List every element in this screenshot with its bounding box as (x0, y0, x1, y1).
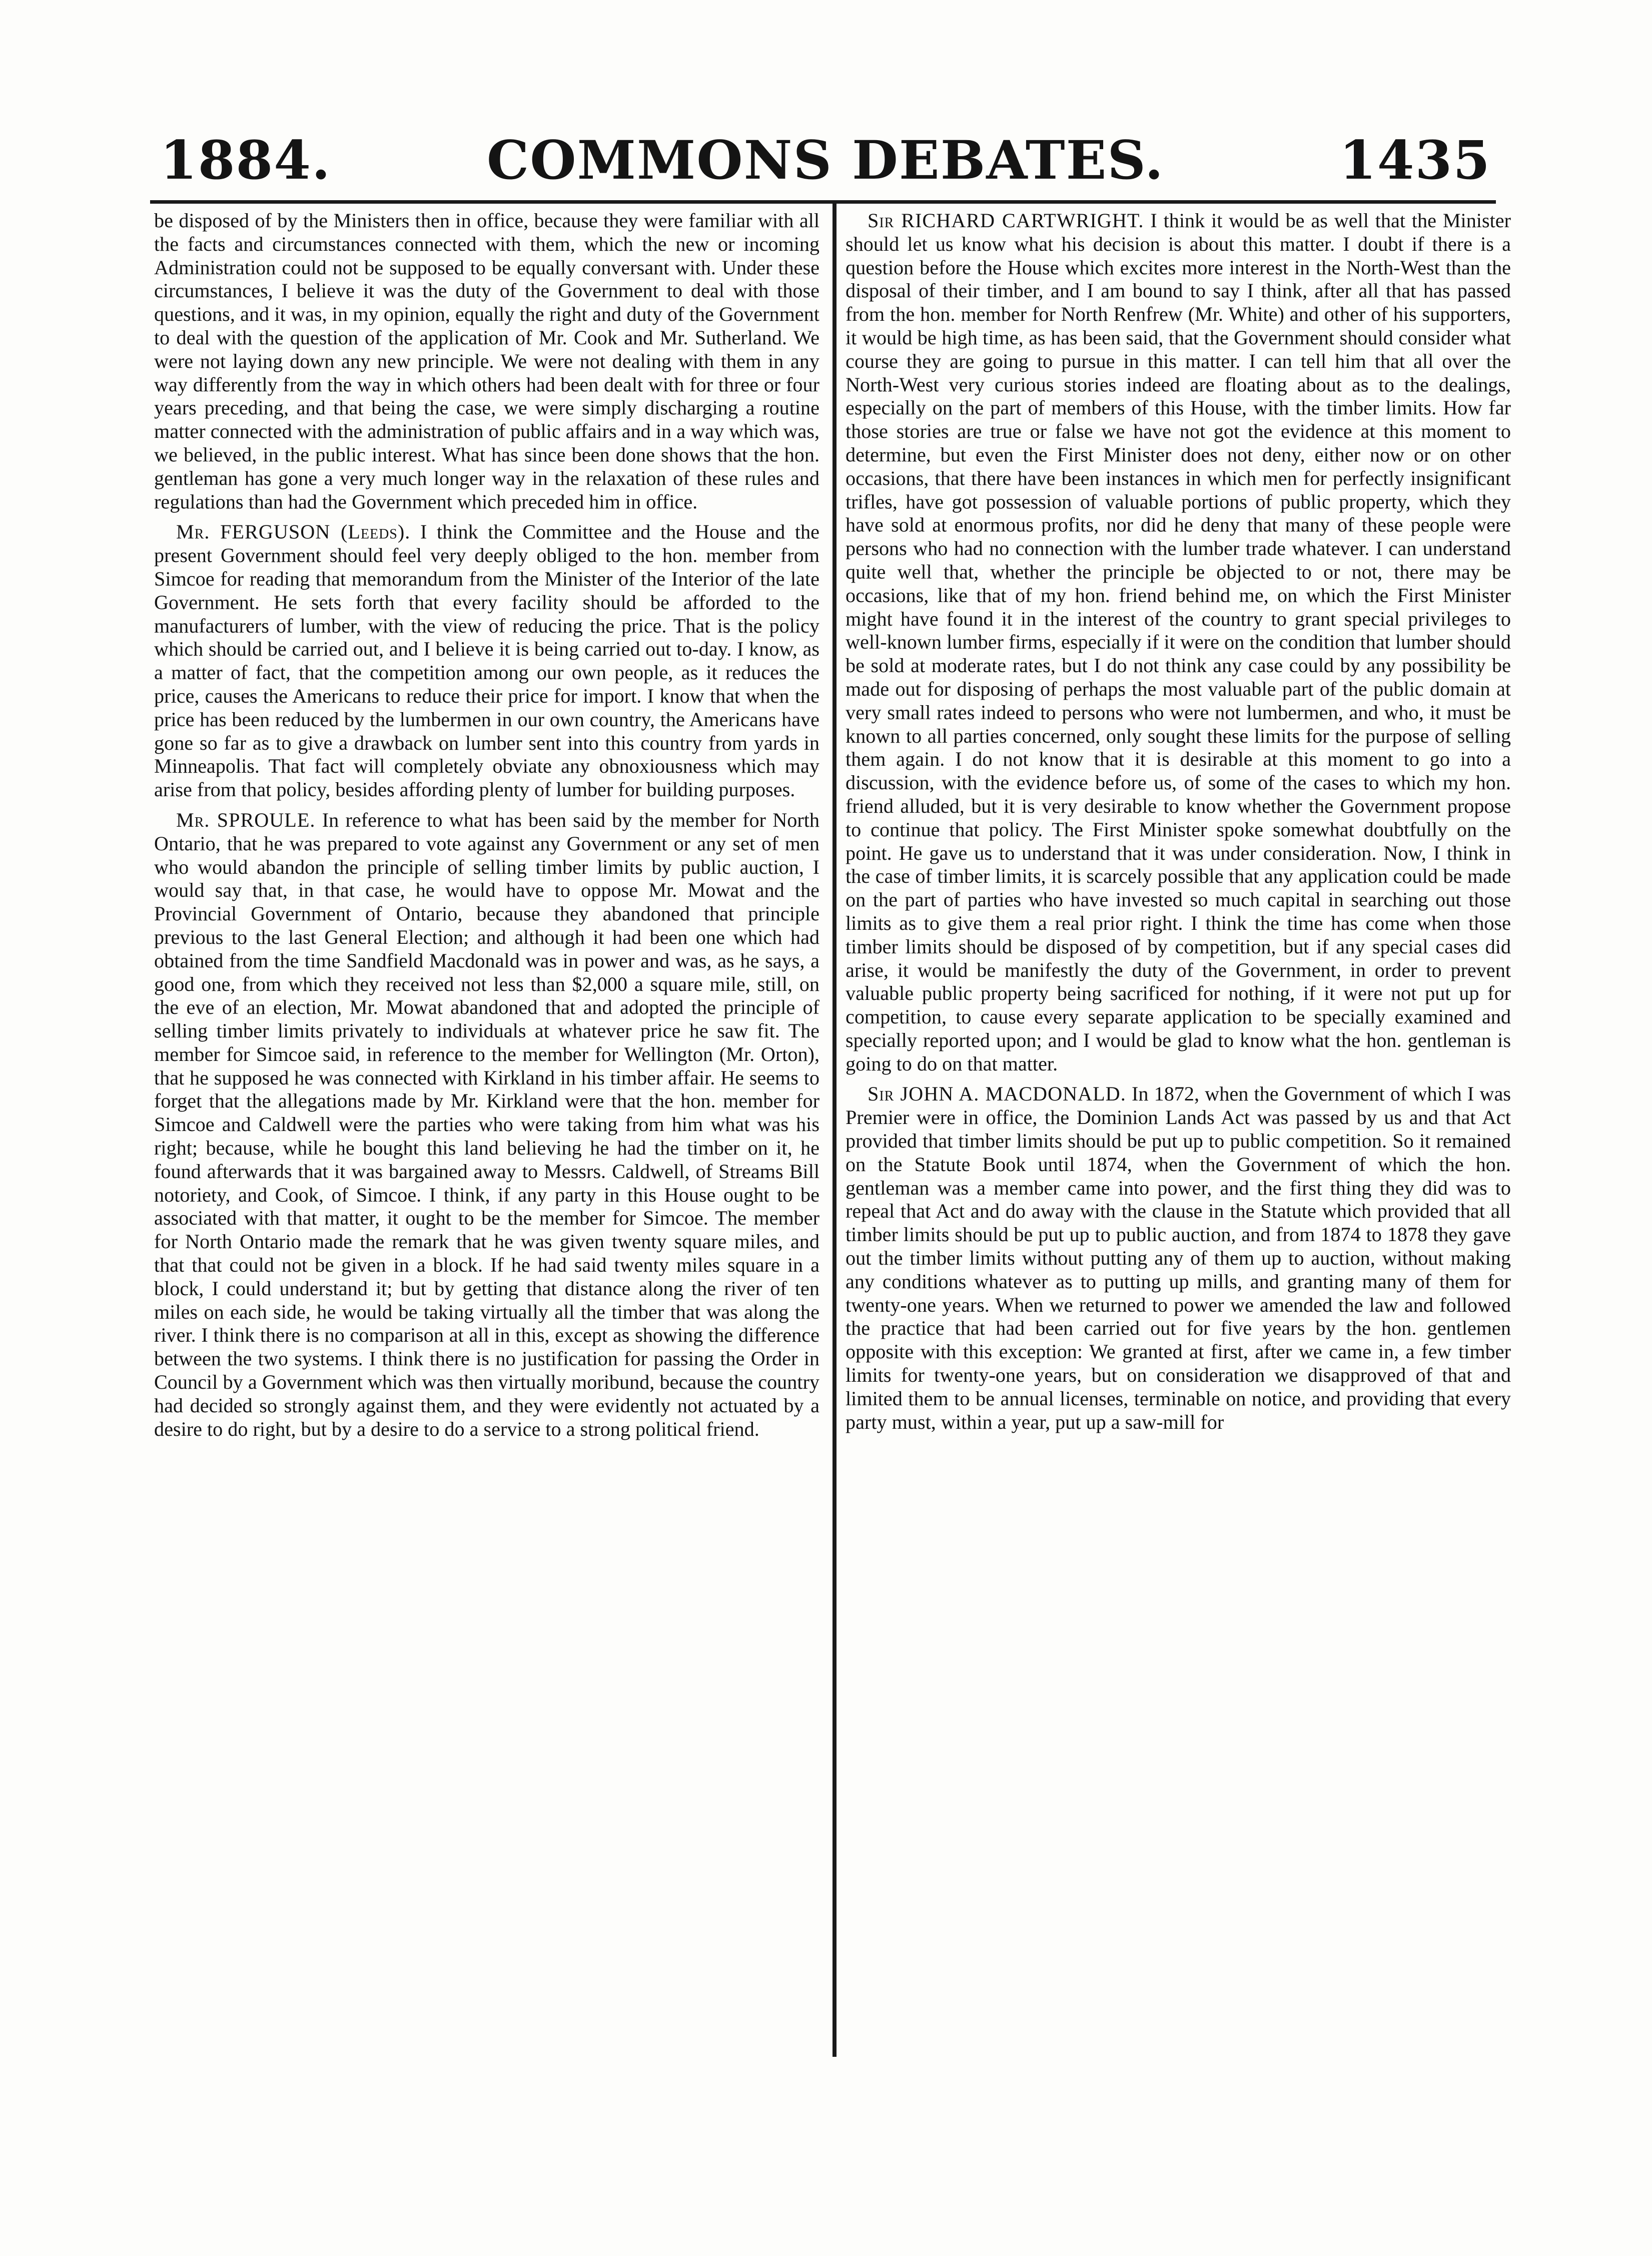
paragraph (846, 209, 1511, 1075)
header-rule (150, 200, 1496, 204)
paragraph-text: In 1872, when the Government of which I was Premier were in office, the Dominion Lands Act was passed by us and that Act provided that timber limits should be put up to public competition. So it remained on the Statute Book until 1874, when the Government of which the hon. gentleman was a member came into power, and the first thing they did was to repeal that Act and do away with the clause in the Statute which provided that all timber limits should be put up to public auction, and from 1874 to 1878 they gave out the timber limits without putting any of them up to auction, without making any conditions whatever as to putting up mills, and granting many of them for twenty-one years. When we returned to power we amended the law and followed the practice that had been carried out for five years by the hon. gentlemen opposite with this exception: We granted at first, after we came in, a few timber limits for twenty-one years, but on consideration we disapproved of that and limited them to be annual licenses, terminable on notice, and providing that every party must, within a year, put up a saw-mill for (846, 1082, 1511, 1433)
speaker-name: Mr. FERGUSON (Leeds). (176, 520, 411, 543)
page-number: 1435 (1339, 129, 1491, 191)
paragraph (846, 1082, 1511, 1434)
header-year: 1884. (160, 129, 331, 191)
speaker-name: Sir JOHN A. MACDONALD. (868, 1082, 1126, 1105)
paragraph (154, 809, 819, 1441)
paragraph-text: be disposed of by the Ministers then in office, because they were familiar with all the facts and circumstances connected with them, which the new or incoming Administration could not be supposed to be equally conversant with. Under these circumstances, I believe it was the duty of the Government to deal with those questions, and it was, in my opinion, equally the right and duty of the Government to deal with the question of the application of Mr. Cook and Mr. Sutherland. We were not laying down any new principle. We were not dealing with them in any way differently from the way in which others had been dealt with for three or four years preceding, and that being the case, we were simply discharging a routine matter connected with the administration of public affairs and in a way which was, we believed, in the public interest. What has since been done shows that the hon. gentleman has gone a very much longer way in the relaxation of these rules and regulations than had the Government which preceded him in office. (154, 209, 819, 513)
speaker-name: Sir RICHARD CARTWRIGHT. (868, 209, 1144, 232)
left-column (154, 209, 819, 2061)
paragraph-text: I think it would be as well that the Minister should let us know what his decision is about this matter. I doubt if there is a question before the House which excites more interest in the North-West than the disposal of their timber, and I am bound to say I think, after all that has passed from the hon. member for North Renfrew (Mr. White) and other of his supporters, it would be high time, as has been said, that the Government should consider what course they are going to pursue in this matter. I can tell him that all over the North-West very curious stories indeed are floating about as to the dealings, especially on the part of members of this House, with the timber limits. How far those stories are true or false we have not got the evidence at this moment to determine, but even the First Minister does not deny, either now or on other occasions, that there have been instances in which men for perfectly insignificant trifles, have got possession of valuable portions of public property, which they have sold at enormous profits, nor did he deny that many of these people were persons who had no connection with the lumber trade whatever. I can understand quite well that, whether the principle be objected to or not, there may be occasions, like that of my hon. friend behind me, on which the First Minister might have found it in the interest of the country to grant special privileges to well-known lumber firms, especially if it were on the condition that lumber should be sold at moderate rates, but I do not think any case could by any possibility be made out for disposing of perhaps the most valuable part of the public domain at very small rates indeed to persons who were not lumbermen, and who, it must be known to all parties concerned, only sought these limits for the purpose of selling them again. I do not know that it is desirable at this moment to go into a discussion, with the evidence before us, of some of the cases to which my hon. friend alluded, but it is very desirable to know whether the Government propose to continue that policy. The First Minister spoke somewhat doubtfully on the point. He gave us to understand that it was under consideration. Now, I think in the case of timber limits, it is scarcely possible that any application could be made on the part of parties who have invested so much capital in searching out those limits as to give them a real prior right. I think the time has come when those timber limits should be disposed of by competition, but if any special cases did arise, it would be manifestly the duty of the Government, in order to prevent valuable public property being sacrificed for nothing, if it were not put up for competition, to cause every separate application to be specially examined and specially reported upon; and I would be glad to know what the hon. gentleman is going to do on that matter. (846, 209, 1511, 1075)
paragraph (154, 520, 819, 802)
page-title: COMMONS DEBATES. (486, 129, 1165, 191)
paragraph (154, 209, 819, 513)
page-header (150, 125, 1501, 200)
paragraph-text: In reference to what has been said by the member for North Ontario, that he was prepared to vote against any Government or any set of men who would abandon the principle of selling timber limits by public auction, I would say that, in that case, he would have to oppose Mr. Mowat and the Provincial Government of Ontario, because they abandoned that principle previous to the last General Election; and although it had been one which had obtained from the time Sandfield Macdonald was in power and was, as he says, a good one, from which they received not less than $2,000 a square mile, still, on the eve of an election, Mr. Mowat abandoned that and adopted the principle of selling timber limits privately to individuals at whatever price he saw fit. The member for Simcoe said, in reference to the member for Wellington (Mr. Orton), that he supposed he was connected with Kirkland in his timber affair. He seems to forget that the allegations made by Mr. Kirkland were that the hon. member for Simcoe and Caldwell were the parties who were taking from him what was his right; because, while he bought this land believing he had the timber on it, he found afterwards that it was bargained away to Messrs. Caldwell, of Streams Bill notoriety, and Cook, of Simcoe. I think, if any party in this House ought to be associated with that matter, it ought to be the member for Simcoe. The member for North Ontario made the remark that he was given twenty square miles, and that that could not be given in a block. If he had said twenty miles square in a block, I could understand it; but by getting that distance along the river of ten miles on each side, he would be taking virtually all the timber that was along the river. I think there is no comparison at all in this, except as showing the difference between the two systems. I think there is no justification for passing the Order in Council by a Government which was then virtually moribund, because the country had decided so strongly against them, and they were evidently not actuated by a desire to do right, but by a desire to do a service to a strong political friend. (154, 808, 819, 1440)
column-divider (833, 200, 837, 2057)
right-column (846, 209, 1511, 2061)
paragraph-text: I think the Committee and the House and the present Government should feel very deeply obliged to the hon. member from Simcoe for reading that memorandum from the Minister of the Interior of the late Government. He sets forth that every facility should be afforded to the manufacturers of lumber, with the view of reducing the price. That is the policy which should be carried out, and I believe it is being carried out to-day. I know, as a matter of fact, that the competition among our own people, as it reduces the price, causes the Americans to reduce their price for import. I know that when the price has been reduced by the lumbermen in our own country, the Americans have gone so far as to give a drawback on lumber sent into this country from yards in Minneapolis. That fact will completely obviate any obnoxiousness which may arise from that policy, besides affording plenty of lumber for building purposes. (154, 520, 819, 801)
speaker-name: Mr. SPROULE. (176, 808, 316, 831)
